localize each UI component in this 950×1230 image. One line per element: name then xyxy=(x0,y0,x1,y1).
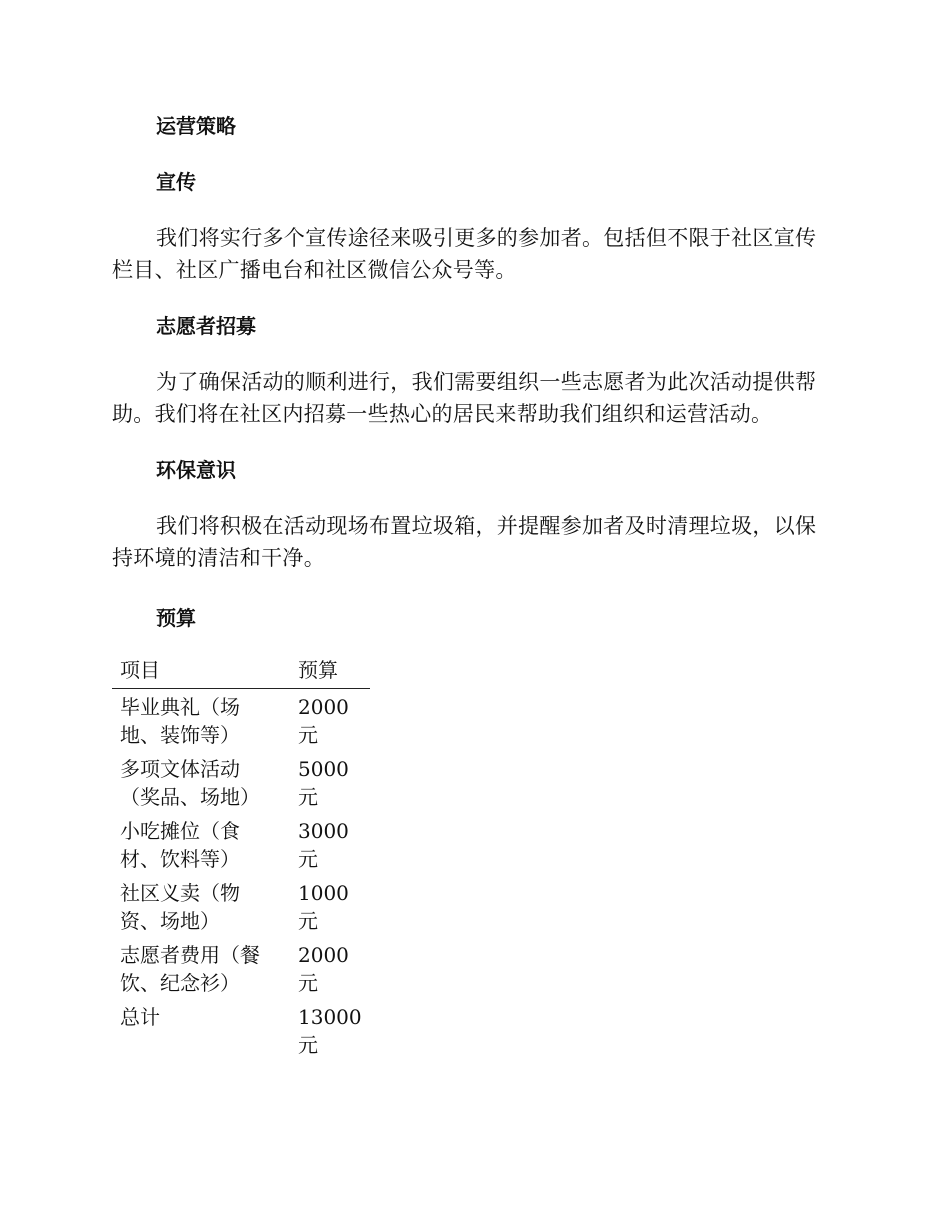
table-row xyxy=(112,813,370,875)
cell-item: 社区义卖（物 资、场地） xyxy=(120,881,240,933)
table-row xyxy=(112,751,370,813)
cell-amount: 1000 元 xyxy=(298,881,349,933)
document-body xyxy=(112,110,830,1061)
header-amount: 预算 xyxy=(296,654,370,689)
table-row xyxy=(112,937,370,999)
heading-budget: 预算 xyxy=(156,606,196,630)
cell-item: 志愿者费用（餐 饮、纪念衫） xyxy=(120,943,260,995)
paragraph-volunteers: 为了确保活动的顺利进行，我们需要组织一些志愿者为此次活动提供帮助。我们将在社区内招募一些热心的居民来帮助我们组织和运营活动。 xyxy=(112,370,817,426)
cell-item: 毕业典礼（场 地、装饰等） xyxy=(120,695,240,747)
paragraph-promotion: 我们将实行多个宣传途径来吸引更多的参加者。包括但不限于社区宣传栏目、社区广播电台和社区微信公众号等。 xyxy=(112,226,817,282)
cell-amount: 3000 元 xyxy=(298,819,349,871)
heading-volunteers: 志愿者招募 xyxy=(156,314,256,338)
table-row xyxy=(112,875,370,937)
cell-amount: 2000 元 xyxy=(298,943,349,995)
cell-amount: 5000 元 xyxy=(298,757,349,809)
cell-item: 多项文体活动 （奖品、场地） xyxy=(120,757,260,809)
heading-operations: 运营策略 xyxy=(156,114,236,138)
table-header-row xyxy=(112,654,370,689)
heading-promotion: 宣传 xyxy=(156,170,196,194)
budget-table xyxy=(112,654,370,1061)
cell-item: 小吃摊位（食 材、饮料等） xyxy=(120,819,240,871)
table-row-total xyxy=(112,999,370,1061)
cell-amount: 13000 元 xyxy=(298,1005,362,1057)
paragraph-environment: 我们将积极在活动现场布置垃圾箱，并提醒参加者及时清理垃圾，以保持环境的清洁和干净。 xyxy=(112,514,817,570)
heading-environment: 环保意识 xyxy=(156,458,236,482)
cell-item: 总计 xyxy=(120,1005,160,1029)
header-item: 项目 xyxy=(112,654,296,689)
cell-amount: 2000 元 xyxy=(298,695,349,747)
table-row xyxy=(112,689,370,752)
